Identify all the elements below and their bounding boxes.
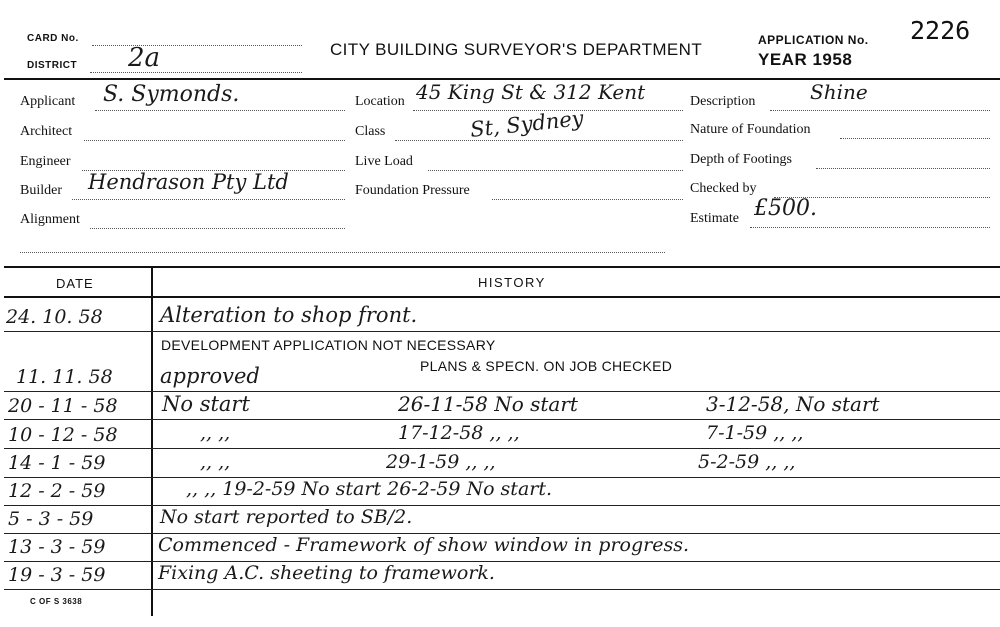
applicant-line (95, 110, 345, 111)
date-column-header: DATE (56, 276, 94, 291)
stamp-development-application: DEVELOPMENT APPLICATION NOT NECESSARY (161, 337, 496, 353)
history-date: 14 - 1 - 59 (8, 452, 106, 474)
form-code: C OF S 3638 (30, 597, 83, 606)
application-year: YEAR 1958 (758, 50, 853, 69)
history-entry: 17-12-58 ,, ,, (398, 422, 520, 444)
live-load-line (428, 170, 683, 171)
history-entry: ,, ,, (200, 451, 231, 473)
history-entry: No start reported to SB/2. (160, 506, 413, 528)
history-entry: 3-12-58, No start (706, 392, 880, 416)
district-label: DISTRICT (27, 60, 78, 71)
applicant-label: Applicant (20, 94, 76, 109)
history-entry: ,, ,, 19-2-59 No start 26-2-59 No start. (186, 478, 553, 500)
history-date: 13 - 3 - 59 (8, 536, 106, 558)
nature-of-foundation-label: Nature of Foundation (690, 122, 811, 137)
history-date: 11. 11. 58 (16, 366, 113, 388)
row-rule (4, 505, 1000, 506)
row-rule (4, 448, 1000, 449)
depth-of-footings-label: Depth of Footings (690, 152, 792, 167)
history-date: 10 - 12 - 58 (8, 424, 118, 446)
architect-line (84, 140, 345, 141)
district-value: 2a (128, 43, 161, 73)
district-line (90, 72, 302, 73)
history-date: 19 - 3 - 59 (8, 564, 106, 586)
class-label: Class (355, 124, 386, 139)
card-no-line (92, 45, 302, 46)
row-rule (4, 419, 1000, 420)
nature-line (840, 138, 990, 139)
location-label: Location (355, 94, 405, 109)
stamp-plans-checked: PLANS & SPECN. ON JOB CHECKED (420, 358, 673, 374)
row-rule (4, 589, 1000, 590)
history-date: 24. 10. 58 (6, 306, 103, 328)
history-entry: 26-11-58 No start (398, 392, 578, 416)
date-column-divider (151, 266, 153, 616)
estimate-line (750, 227, 990, 228)
department-title: CITY BUILDING SURVEYOR'S DEPARTMENT (330, 40, 703, 59)
location-value: 45 King St & 312 Kent (416, 80, 646, 104)
row-rule (4, 331, 1000, 332)
history-entry: Fixing A.C. sheeting to framework. (158, 562, 495, 584)
class-value: St, Sydney (469, 106, 585, 142)
history-top-rule (4, 266, 1000, 268)
alignment-line (90, 228, 345, 229)
builder-value: Hendrason Pty Ltd (88, 170, 289, 194)
description-value: Shine (810, 80, 868, 104)
blank-line (20, 252, 665, 253)
history-date: 5 - 3 - 59 (8, 508, 94, 530)
builder-line (72, 199, 345, 200)
history-entry: Commenced - Framework of show window in progress. (158, 534, 690, 556)
history-header-rule (4, 296, 1000, 298)
depth-line (816, 168, 990, 169)
foundation-pressure-label: Foundation Pressure (355, 183, 470, 198)
description-label: Description (690, 94, 756, 109)
history-entry: 5-2-59 ,, ,, (698, 451, 796, 473)
engineer-label: Engineer (20, 154, 71, 169)
card-no-label: CARD No. (27, 33, 79, 44)
builder-label: Builder (20, 183, 62, 198)
history-entry: No start (162, 392, 250, 416)
history-entry: ,, ,, (200, 422, 231, 444)
history-column-header: HISTORY (478, 275, 546, 290)
history-entry: 7-1-59 ,, ,, (706, 422, 804, 444)
history-date: 20 - 11 - 58 (8, 395, 118, 417)
history-entry: approved (160, 364, 260, 388)
history-entry: Alteration to shop front. (160, 303, 418, 327)
alignment-label: Alignment (20, 212, 80, 227)
architect-label: Architect (20, 124, 73, 139)
history-date: 12 - 2 - 59 (8, 480, 106, 502)
application-number: 2226 (910, 16, 971, 45)
description-line (770, 110, 990, 111)
checked-by-label: Checked by (690, 181, 757, 196)
row-rule (4, 561, 1000, 562)
live-load-label: Live Load (355, 154, 413, 169)
estimate-label: Estimate (690, 211, 739, 226)
applicant-value: S. Symonds. (103, 82, 240, 107)
foundation-pressure-line (492, 199, 683, 200)
class-line (395, 140, 683, 141)
estimate-value: £500. (754, 196, 817, 221)
application-label: APPLICATION No. (758, 33, 869, 47)
history-entry: 29-1-59 ,, ,, (386, 451, 496, 473)
